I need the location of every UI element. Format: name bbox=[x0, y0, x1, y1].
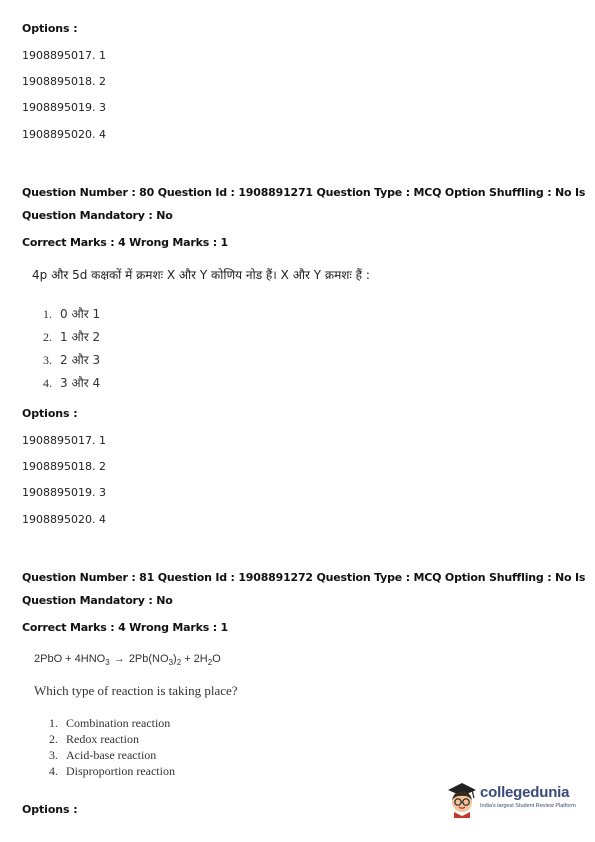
option-item: 1908895018. 2 bbox=[22, 460, 106, 473]
collegedunia-logo bbox=[444, 778, 584, 818]
choice-text: 1 और 2 bbox=[60, 330, 101, 344]
choice-text: Acid-base reaction bbox=[66, 748, 157, 762]
answer-choice bbox=[36, 351, 100, 368]
option-item: 1908895019. 3 bbox=[22, 101, 106, 114]
options-label: Options : bbox=[22, 407, 78, 420]
choice-text: 2 और 3 bbox=[60, 353, 101, 367]
question-meta: Question Number : 81 Question Id : 1908891272 Question Type : MCQ Option Shuffling : No Is bbox=[22, 571, 586, 584]
question-mandatory: Question Mandatory : No bbox=[22, 594, 173, 607]
equation-part: 2Pb(NO bbox=[128, 653, 169, 665]
question-text: 4p और 5d कक्षकों में क्रमशः X और Y कोणिय नोड हैं। X और Y क्रमशः हैं : bbox=[32, 268, 370, 282]
choice-number: 4. bbox=[49, 764, 58, 778]
reaction-arrow-icon: → bbox=[113, 653, 125, 665]
option-item: 1908895019. 3 bbox=[22, 486, 106, 499]
choice-text: 3 और 4 bbox=[60, 376, 101, 390]
choice-text: Combination reaction bbox=[66, 716, 171, 730]
equation-subscript: 3 bbox=[168, 658, 174, 668]
answer-choice bbox=[36, 328, 100, 345]
question-meta: Question Number : 80 Question Id : 1908891271 Question Type : MCQ Option Shuffling : No Is bbox=[22, 186, 586, 199]
choice-number: 4. bbox=[43, 376, 52, 390]
choice-number: 1. bbox=[49, 716, 58, 730]
option-item: 1908895017. 1 bbox=[22, 49, 106, 62]
choice-text: Redox reaction bbox=[66, 732, 139, 746]
answer-choice bbox=[44, 747, 156, 763]
equation-subscript: 2 bbox=[207, 658, 213, 668]
answer-choice bbox=[36, 374, 100, 391]
chemical-equation bbox=[34, 653, 221, 667]
question-mandatory: Question Mandatory : No bbox=[22, 209, 173, 222]
choice-text: 0 और 1 bbox=[60, 307, 101, 321]
option-item: 1908895020. 4 bbox=[22, 128, 106, 141]
mascot-icon bbox=[444, 778, 480, 818]
option-item: 1908895017. 1 bbox=[22, 434, 106, 447]
equation-part: O bbox=[212, 653, 221, 665]
answer-choice bbox=[44, 731, 139, 747]
equation-part: ) bbox=[173, 653, 177, 665]
choice-number: 2. bbox=[49, 732, 58, 746]
answer-choice bbox=[44, 763, 175, 779]
options-label: Options : bbox=[22, 22, 78, 35]
question-marks: Correct Marks : 4 Wrong Marks : 1 bbox=[22, 236, 228, 249]
question-marks: Correct Marks : 4 Wrong Marks : 1 bbox=[22, 621, 228, 634]
answer-choice bbox=[36, 305, 100, 322]
options-label: Options : bbox=[22, 803, 78, 816]
choice-number: 3. bbox=[49, 748, 58, 762]
equation-part: + 2H bbox=[181, 653, 208, 665]
question-text: Which type of reaction is taking place? bbox=[34, 683, 238, 698]
choice-number: 2. bbox=[43, 330, 52, 344]
equation-subscript: 3 bbox=[105, 658, 110, 668]
equation-subscript: 2 bbox=[176, 658, 182, 668]
equation-part: 2PbO + 4HNO bbox=[34, 653, 106, 665]
choice-text: Disproportion reaction bbox=[66, 764, 175, 778]
choice-number: 3. bbox=[43, 353, 52, 367]
option-item: 1908895018. 2 bbox=[22, 75, 106, 88]
brand-tagline: India's largest Student Review Platform bbox=[480, 803, 576, 809]
option-item: 1908895020. 4 bbox=[22, 513, 106, 526]
answer-choice bbox=[44, 715, 170, 731]
choice-number: 1. bbox=[43, 307, 52, 321]
brand-name: collegedunia bbox=[480, 784, 570, 801]
